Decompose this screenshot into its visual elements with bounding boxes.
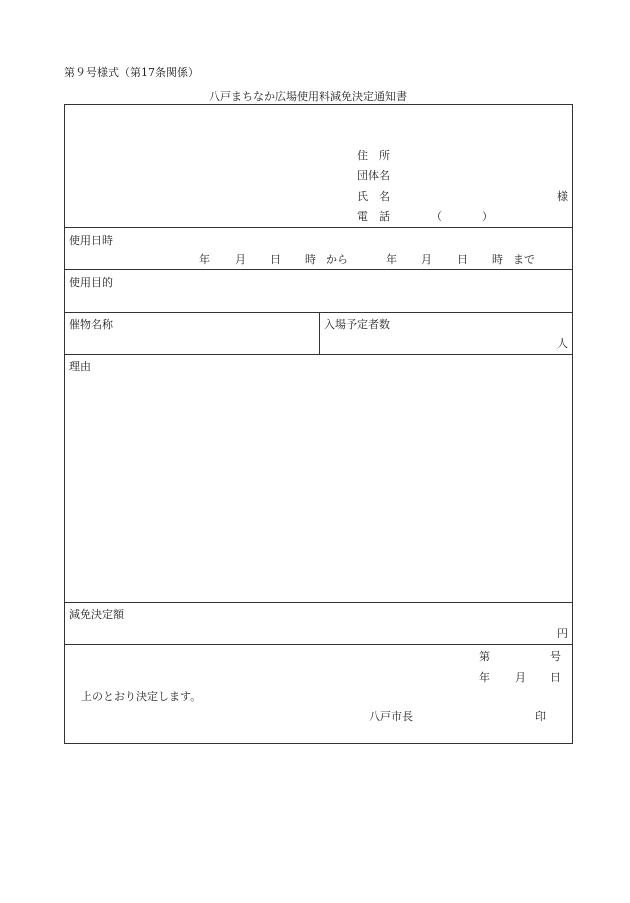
from-day: 日	[270, 253, 281, 266]
attendees-unit: 人	[557, 337, 568, 350]
decision-month: 月	[515, 671, 526, 684]
exemption-unit: 円	[557, 627, 568, 640]
name-label: 氏 名	[357, 190, 390, 203]
to-year: 年	[386, 253, 397, 266]
event-name-label: 催物名称	[69, 318, 113, 331]
form-table	[64, 104, 573, 744]
phone-label: 電 話	[357, 210, 390, 223]
attendees-label: 入場予定者数	[324, 318, 390, 331]
from-month: 月	[235, 253, 246, 266]
group-name-label: 団体名	[357, 169, 390, 182]
purpose-label: 使用目的	[69, 276, 113, 289]
phone-paren-close: ）	[482, 210, 493, 223]
document-title: 八戸まちなか広場使用料減免決定通知書	[209, 90, 407, 103]
from-suffix: から	[326, 253, 348, 266]
to-hour: 時	[492, 253, 503, 266]
decision-statement: 上のとおり決定します。	[81, 690, 202, 703]
official-seal: 印	[535, 710, 546, 723]
reason-label: 理由	[69, 360, 91, 373]
to-day: 日	[457, 253, 468, 266]
issuer-name: 八戸市長	[369, 710, 413, 723]
address-label: 住 所	[357, 149, 390, 162]
from-hour: 時	[305, 253, 316, 266]
usage-datetime-label: 使用日時	[69, 234, 113, 247]
exemption-amount-label: 減免決定額	[69, 608, 124, 621]
to-month: 月	[421, 253, 432, 266]
number-prefix: 第	[479, 650, 490, 663]
from-year: 年	[199, 253, 210, 266]
phone-paren-open: （	[431, 210, 442, 223]
number-suffix: 号	[550, 650, 561, 663]
decision-day: 日	[550, 671, 561, 684]
to-suffix: まで	[513, 253, 535, 266]
decision-year: 年	[479, 671, 490, 684]
form-number: 第９号様式（第17条関係）	[64, 66, 199, 79]
honorific-sama: 様	[557, 190, 568, 203]
